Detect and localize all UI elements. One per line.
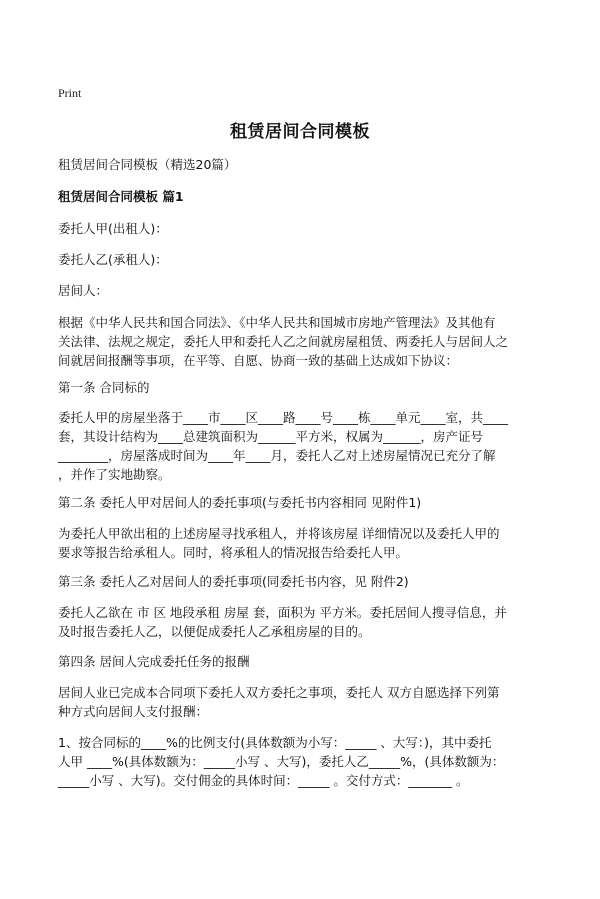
document-subtitle: 租赁居间合同模板（精选20篇） — [58, 157, 237, 172]
article3-paragraph — [58, 603, 548, 641]
print-link[interactable]: Print — [58, 86, 82, 100]
paragraph-line: ，并作了实地勘察。 — [58, 467, 171, 482]
paragraph-line: 要求等报告给承租人。同时，将承租人的情况报告给委托人甲。 — [58, 545, 409, 560]
article1-title: 第一条 合同标的 — [58, 380, 150, 395]
paragraph-line: 委托人甲的房屋坐落于____市____区____路____号____栋____单元____室，共____ — [58, 410, 509, 425]
article4-title: 第四条 居间人完成委托任务的报酬 — [58, 654, 250, 669]
paragraph-line: 种方式向居间人支付报酬： — [58, 704, 209, 719]
paragraph-line: ________，房屋落成时间为____年____月，委托人乙对上述房屋情况已充分了解 — [58, 448, 496, 463]
section-heading: 租赁居间合同模板 篇1 — [58, 189, 184, 204]
document-title: 租赁居间合同模板 — [230, 122, 370, 142]
paragraph-line: 居间人业已完成本合同项下委托人双方委托之事项，委托人 双方自愿选择下列第 — [58, 685, 500, 700]
article4-paragraph — [58, 683, 548, 721]
paragraph-line: 1、按合同标的____%的比例支付(具体数额为小写：_____ 、大写：)，其中委托 — [58, 735, 492, 750]
paragraph-line: 关法律、法规之规定，委托人甲和委托人乙之间就房屋租赁、两委托人与居间人之 — [58, 334, 509, 349]
article3-title: 第三条 委托人乙对居间人的委托事项(同委托书内容，见 附件2) — [58, 574, 409, 589]
paragraph-line: 人甲 ____%(具体数额为：_____小写 、大写)，委托人乙_____%，(具体数额为： — [58, 754, 505, 769]
article2-paragraph — [58, 524, 548, 562]
paragraph-line: 委托人乙欲在 市 区 地段承租 房屋 套，面积为 平方米。委托居间人搜寻信息，并 — [58, 605, 507, 620]
paragraph-line: 为委托人甲欲出租的上述房屋寻找承租人，并将该房屋 详细情况以及委托人甲的 — [58, 526, 500, 541]
paragraph-line: _____小写 、大写)。交付佣金的具体时间：_____ 。交付方式：_______ 。 — [58, 773, 469, 788]
party-b-line: 委托人乙(承租人)： — [58, 252, 168, 267]
article2-title: 第二条 委托人甲对居间人的委托事项(与委托书内容相同 见附件1) — [58, 495, 422, 510]
party-a-line: 委托人甲(出租人)： — [58, 221, 168, 236]
paragraph-line: 间就居间报酬等事项，在平等、自愿、协商一致的基础上达成如下协议： — [58, 353, 459, 368]
paragraph-line: 根据《中华人民共和国合同法》、《中华人民共和国城市房地产管理法》及其他有 — [58, 315, 496, 330]
paragraph-line: 及时报告委托人乙，以便促成委托人乙承租房屋的目的。 — [58, 624, 371, 639]
paragraph-line: 套，其设计结构为____总建筑面积为______平方米，权属为______，房产证号 — [58, 429, 484, 444]
article1-paragraph — [58, 408, 548, 484]
intermediary-line: 居间人： — [58, 283, 109, 298]
payment-item-1 — [58, 733, 548, 790]
preamble-paragraph — [58, 313, 548, 370]
